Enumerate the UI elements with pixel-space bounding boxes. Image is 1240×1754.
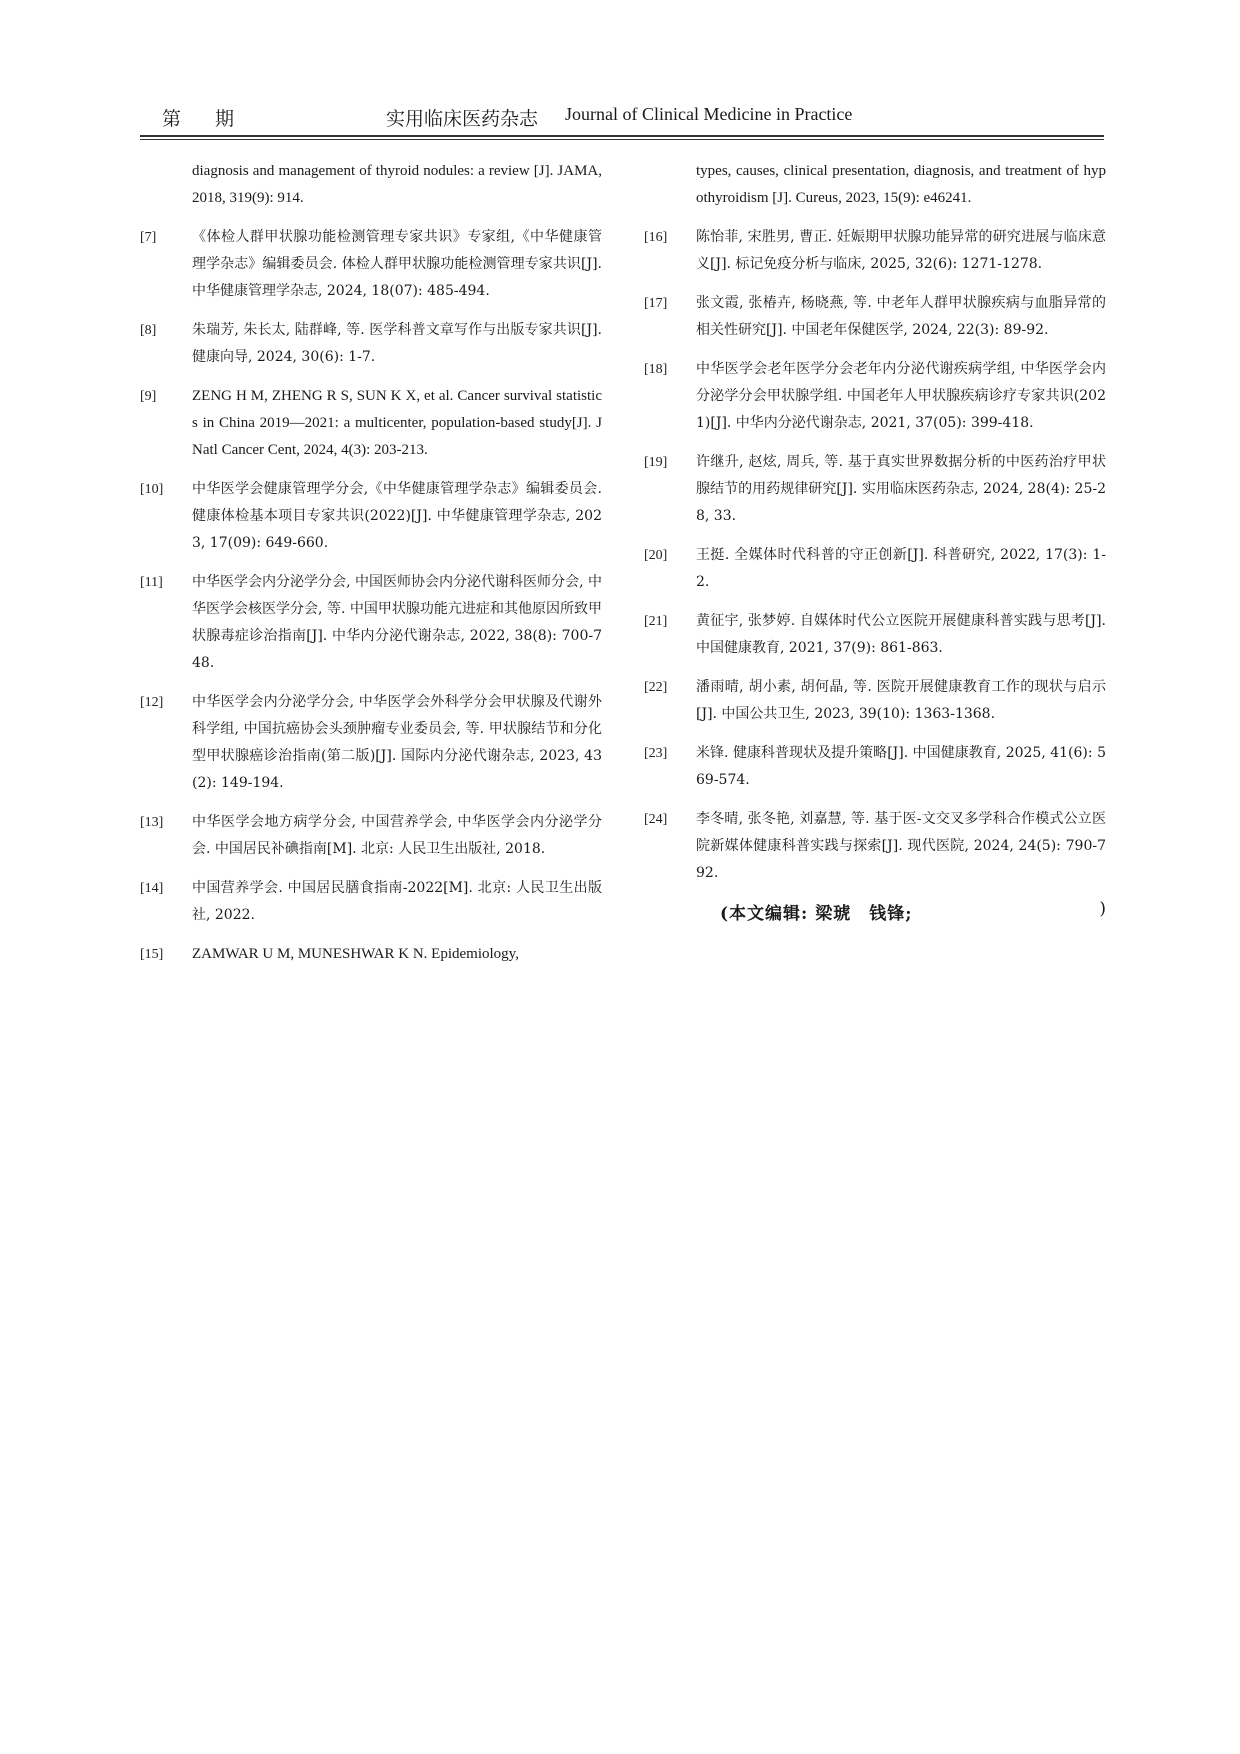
reference-text: 《体检人群甲状腺功能检测管理专家共识》专家组,《中华健康管理学杂志》编辑委员会. 体检人群甲状腺功能检测管理专家共识[J]. 中华健康管理学杂志, 2024, 18(07): 485-494. (192, 229, 602, 299)
reference-number: [18] (644, 362, 668, 377)
reference-number: [21] (644, 614, 668, 629)
reference-text: diagnosis and management of thyroid nodules: a review [J]. JAMA, 2018, 319(9): 914. (192, 163, 602, 206)
reference-text: types, causes, clinical presentation, diagnosis, and treatment of hypothyroidism [J]. Cureus, 2023, 15(9): e46241. (696, 163, 1106, 206)
reference-number: [10] (140, 482, 164, 497)
reference-continuation (644, 158, 1106, 212)
reference-continuation (140, 158, 602, 212)
reference-number: [13] (140, 815, 164, 830)
reference-item (644, 449, 1106, 530)
reference-item (644, 674, 1106, 728)
reference-text: 朱瑞芳, 朱长太, 陆群峰, 等. 医学科普文章写作与出版专家共识[J]. 健康向导, 2024, 30(6): 1-7. (192, 322, 602, 365)
reference-item (644, 290, 1106, 344)
reference-number: [19] (644, 455, 668, 470)
reference-number: [20] (644, 548, 668, 563)
reference-text: 中华医学会内分泌学分会, 中国医师协会内分泌代谢科医师分会, 中华医学会核医学分会, 等. 中国甲状腺功能亢进症和其他原因所致甲状腺毒症诊治指南[J]. 中华内分泌代谢杂志, 2022, 38(8): 700-748. (192, 574, 602, 671)
reference-text: ZAMWAR U M, MUNESHWAR K N. Epidemiology, (192, 946, 519, 962)
reference-text: 中华医学会内分泌学分会, 中华医学会外科学分会甲状腺及代谢外科学组, 中国抗癌协会头颈肿瘤专业委员会, 等. 甲状腺结节和分化型甲状腺癌诊治指南(第二版)[J]. 国际内分泌代谢杂志, 2023, 43(2): 149-194. (192, 694, 602, 791)
reference-text: 张文霞, 张椿卉, 杨晓燕, 等. 中老年人群甲状腺疾病与血脂异常的相关性研究[J]. 中国老年保健医学, 2024, 22(3): 89-92. (696, 295, 1106, 338)
reference-number: [11] (140, 575, 163, 590)
reference-number: [15] (140, 947, 164, 962)
reference-number: [22] (644, 680, 668, 695)
reference-number: [7] (140, 230, 157, 245)
running-header (140, 98, 1104, 134)
reference-text: 许继升, 赵炫, 周兵, 等. 基于真实世界数据分析的中医药治疗甲状腺结节的用药规律研究[J]. 实用临床医药杂志, 2024, 28(4): 25-28, 33. (696, 454, 1106, 524)
reference-item (644, 740, 1106, 794)
reference-number: [17] (644, 296, 668, 311)
reference-number: [12] (140, 695, 164, 710)
editor-note (644, 899, 1106, 929)
reference-item (140, 476, 602, 557)
reference-text: 李冬晴, 张冬艳, 刘嘉慧, 等. 基于医-文交叉多学科合作模式公立医院新媒体健康科普实践与探索[J]. 现代医院, 2024, 24(5): 790-792. (696, 811, 1106, 881)
reference-text: 中华医学会地方病学分会, 中国营养学会, 中华医学会内分泌学分会. 中国居民补碘指南[M]. 北京: 人民卫生出版社, 2018. (192, 814, 602, 857)
reference-item (140, 809, 602, 863)
editor-text: (本文编辑: 梁琥 钱锋; (720, 904, 913, 924)
reference-item (140, 569, 602, 677)
issue-label: 第 期 (162, 108, 249, 130)
reference-text: 陈怡菲, 宋胜男, 曹正. 妊娠期甲状腺功能异常的研究进展与临床意义[J]. 标记免疫分析与临床, 2025, 32(6): 1271-1278. (696, 229, 1106, 272)
reference-number: [16] (644, 230, 668, 245)
reference-text: 中华医学会健康管理学分会,《中华健康管理学杂志》编辑委员会. 健康体检基本项目专家共识(2022)[J]. 中华健康管理学杂志, 2023, 17(09): 649-660. (192, 481, 602, 551)
left-column (140, 158, 602, 980)
reference-item (140, 383, 602, 464)
header-rule-thin (140, 139, 1104, 140)
reference-number: [8] (140, 323, 157, 338)
reference-item (644, 542, 1106, 596)
reference-text: 中国营养学会. 中国居民膳食指南-2022[M]. 北京: 人民卫生出版社, 2022. (192, 880, 602, 923)
reference-number: [14] (140, 881, 164, 896)
reference-text: 潘雨晴, 胡小素, 胡何晶, 等. 医院开展健康教育工作的现状与启示[J]. 中国公共卫生, 2023, 39(10): 1363-1368. (696, 679, 1106, 722)
editor-close-paren: ) (1099, 899, 1106, 919)
reference-text: 米锋. 健康科普现状及提升策略[J]. 中国健康教育, 2025, 41(6): 569-574. (696, 745, 1106, 788)
reference-item (644, 356, 1106, 437)
reference-number: [9] (140, 389, 157, 404)
reference-text: 黄征宇, 张梦婷. 自媒体时代公立医院开展健康科普实践与思考[J]. 中国健康教育, 2021, 37(9): 861-863. (696, 613, 1106, 656)
reference-number: [24] (644, 812, 668, 827)
header-rule-thick (140, 135, 1104, 137)
reference-item (644, 224, 1106, 278)
reference-item (140, 317, 602, 371)
reference-item (644, 806, 1106, 887)
reference-item (140, 875, 602, 929)
reference-item (140, 941, 602, 968)
reference-item (140, 689, 602, 797)
reference-text: ZENG H M, ZHENG R S, SUN K X, et al. Cancer survival statistics in China 2019—2021: a multicenter, population-based study[J]. J Natl Cancer Cent, 2024, 4(3): 203-213. (192, 388, 602, 458)
reference-item (644, 608, 1106, 662)
reference-text: 王挺. 全媒体时代科普的守正创新[J]. 科普研究, 2022, 17(3): 1-2. (696, 547, 1106, 590)
right-column (644, 158, 1106, 929)
reference-text: 中华医学会老年医学分会老年内分泌代谢疾病学组, 中华医学会内分泌学分会甲状腺学组. 中国老年人甲状腺疾病诊疗专家共识(2021)[J]. 中华内分泌代谢杂志, 2021, 37(05): 399-418. (696, 361, 1106, 431)
journal-title-cn: 实用临床医药杂志 (386, 108, 539, 130)
reference-item (140, 224, 602, 305)
journal-title-en: Journal of Clinical Medicine in Practice (565, 104, 853, 124)
reference-number: [23] (644, 746, 668, 761)
